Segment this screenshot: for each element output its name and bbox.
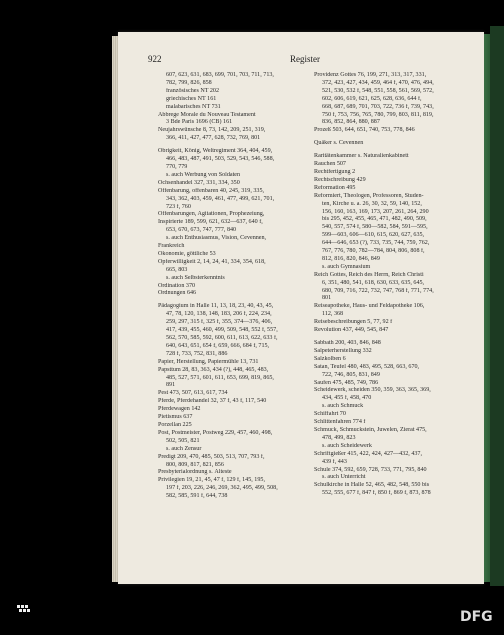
index-column-right: [314, 72, 482, 498]
index-entry: 607, 623, 631, 683, 699, 701, 703, 711, 713,: [166, 72, 274, 78]
index-entry: 722, 746, 805, 831, 849: [322, 371, 380, 378]
index-entry: Sabbath 200, 403, 846, 848: [314, 340, 381, 346]
index-entry: Inspirierte 189, 599, 621, 632—637, 640 f,: [158, 219, 263, 226]
index-entry: 800, 809, 817, 821, 856: [166, 461, 224, 468]
index-entry: französisches NT 202: [166, 87, 220, 94]
index-entry: Neujahrswünsche 8, 73, 142, 209, 251, 319,: [158, 127, 266, 134]
index-entry: 156, 160, 163, 169, 173, 207, 261, 264, 290: [322, 208, 429, 215]
index-entry: Rauchen 507: [314, 161, 346, 168]
index-entry: 782, 799, 826, 858: [166, 79, 212, 86]
index-entry: 521, 530, 532 f, 548, 551, 558, 561, 569, 572,: [322, 87, 434, 94]
index-entry: 197 f, 203, 226, 246, 269, 362, 495, 499, 508,: [166, 485, 278, 492]
index-entry: 812, 816, 820, 846, 849: [322, 255, 380, 262]
book-spine-green: [484, 34, 490, 582]
index-entry: 466, 483, 487, 491, 503, 529, 543, 546, 588,: [166, 156, 275, 163]
index-entry: Porzellan 225: [158, 421, 192, 428]
index-entry: s. auch Werbung von Soldaten: [166, 171, 241, 178]
index-entry: 417, 439, 455, 460, 499, 509, 548, 552 f, 557,: [166, 327, 278, 334]
index-entry: Schmuck, Schmuckstein, Juwelen, Zierat 475,: [314, 426, 427, 433]
index-entry: Revolution 437, 449, 545, 847: [314, 327, 389, 334]
index-entry: Prozeß 503, 644, 651, 740, 753, 778, 846: [314, 127, 415, 134]
index-entry: 582, 585, 591 f, 644, 738: [166, 493, 228, 500]
index-entry: s. auch Zensur: [166, 445, 202, 452]
index-entry: s. auch Gymnasium: [322, 263, 371, 270]
index-entry: 343, 362, 403, 459, 461, 477, 499, 621, 701,: [166, 195, 275, 202]
index-entry: Post, Postmeister, Postweg 229, 457, 460, 498,: [158, 429, 273, 436]
index-entry: Frankreich: [158, 243, 185, 250]
index-entry: Privilegien 19, 21, 45, 47 f, 129 f, 145, 195,: [158, 477, 265, 484]
index-entry: 552, 555, 677 f, 847 f, 850 f, 869 f, 873, 878: [322, 490, 431, 497]
index-entry: Reformation 495: [314, 184, 356, 191]
index-entry: bis 295, 452, 455, 465, 471, 482, 490, 509,: [322, 216, 427, 223]
index-entry: 562, 570, 585, 592, 600, 611, 613, 622, 633 f,: [166, 335, 278, 341]
index-entry: Offenbarung, offenbaren 40, 245, 319, 335,: [158, 187, 265, 194]
index-entry: 801: [322, 295, 332, 302]
index-entry: malabarisches NT 731: [166, 103, 221, 110]
index-entry: Reformiert, Theologen, Professoren, Studen-: [314, 192, 424, 199]
dfg-logo-mark-icon: [17, 605, 31, 615]
index-entry: 366, 411, 427, 477, 628, 732, 769, 801: [166, 135, 261, 142]
index-entry: 680, 709, 716, 722, 732, 747, 768 f, 771, 774,: [322, 287, 434, 294]
index-entry: 891: [166, 382, 176, 389]
index-entry: 599—603, 606—610, 615, 620, 627, 635,: [322, 232, 425, 239]
index-entry: 540, 557, 574 f, 580—582, 584, 591—595,: [322, 224, 428, 231]
index-entry: Offenbarungen, Agitationen, Prophezeiung,: [158, 211, 265, 218]
index-entry: Ochsenhandel 327, 331, 334, 350: [158, 179, 240, 186]
index-entry: 750 f, 753, 756, 765, 780, 799, 803, 811, 819,: [322, 111, 434, 118]
index-entry: Providenz Gottes 76, 199, 271, 313, 317, 331,: [314, 72, 427, 78]
index-entry: s. auch Unterricht: [322, 474, 366, 481]
index-entry: Reisebeschreibungen 5, 77, 92 f: [314, 319, 393, 326]
index-entry: Ökonomie, göttliche 53: [158, 250, 216, 257]
index-entry: 770, 779: [166, 163, 188, 170]
index-entry: Schiffahrt 70: [314, 411, 346, 418]
index-entry: 6, 351, 480, 541, 618, 630, 633, 635, 645,: [322, 279, 425, 286]
index-entry: 836, 852, 864, 880, 887: [322, 119, 380, 126]
index-entry: 602, 606, 619, 621, 625, 628, 636, 644 f,: [322, 95, 422, 102]
index-entry: Predigt 209, 470, 485, 503, 513, 707, 793 f,: [158, 453, 265, 460]
index-entry: Salpeterherstellung 332: [314, 347, 372, 354]
index-entry: Presbyterialordnung s. Älteste: [158, 469, 232, 476]
index-entry: 434, 455 f, 458, 470: [322, 395, 372, 402]
index-entry: 47, 78, 120, 138, 148, 183, 206 f, 224, 234,: [166, 311, 272, 318]
index-entry: Papsttum 28, 83, 363, 434 (?), 448, 465, 483,: [158, 366, 269, 373]
book-cover-edge: [490, 26, 504, 586]
running-title: Register: [290, 54, 320, 64]
index-entry: s. auch Schmuck: [322, 403, 364, 410]
index-entry: 478, 499, 823: [322, 434, 356, 441]
index-entry: s. auch Enthusiasmus, Vision, Cevennen,: [166, 235, 267, 242]
index-entry: Quäker s. Cevennen: [314, 140, 364, 147]
index-entry: Reich Gottes, Reich des Herrn, Reich Christi: [314, 271, 424, 278]
index-entry: Rechtfertigung 2: [314, 168, 356, 175]
index-entry: Schriftgießer 415, 422, 424, 427—432, 437,: [314, 450, 422, 457]
index-entry: 439 f, 443: [322, 458, 347, 465]
index-entry: Pädagogium in Halle 11, 13, 18, 23, 40, 43, 45,: [158, 303, 274, 310]
index-entry: 644—646, 653 (?), 733, 735, 744, 759, 762,: [322, 240, 430, 247]
index-entry: 767, 776, 780, 782—784, 804, 806, 808 f,: [322, 248, 425, 255]
index-entry: s. auch Selbsterkenntnis: [166, 274, 225, 281]
index-entry: 640, 643, 651, 654 f, 659, 666, 684 f, 715,: [166, 342, 270, 349]
index-entry: Ordination 370: [158, 282, 196, 289]
index-entry: Papier, Herstellung, Papiermühle 13, 731: [158, 358, 259, 365]
dfg-logo: [6, 605, 42, 631]
index-entry: s. auch Scheidewerk: [322, 442, 372, 449]
index-entry: Salzkolben 6: [314, 355, 346, 362]
index-entry: 485, 527, 571, 601, 611, 653, 699, 819, 865,: [166, 374, 274, 381]
index-entry: Pferdewagen 142: [158, 406, 201, 413]
index-entry: Schlittenfahren 774 f: [314, 419, 366, 426]
index-entry: Rechtschreibung 429: [314, 176, 366, 183]
index-entry: Scheidewerk, scheiden 350, 359, 363, 365, 369,: [314, 387, 431, 394]
index-entry: Reiseapotheke, Haus- und Feldapotheke 106,: [314, 303, 425, 310]
index-entry: Satan, Teufel 480, 483, 495, 528, 663, 670,: [314, 363, 420, 370]
page-header: [148, 54, 460, 68]
index-entry: 3 Bde Paris 1696 (CB) 161: [166, 119, 233, 126]
index-entry: ten, Kirche u. a. 26, 30, 32, 59, 140, 152,: [322, 200, 422, 207]
index-entry: 665, 803: [166, 266, 188, 273]
index-entry: 372, 423, 427, 434, 459, 464 f, 470, 476, 494,: [322, 79, 434, 86]
index-entry: 112, 368: [322, 311, 344, 318]
index-entry: 728 f, 733, 752, 831, 886: [166, 350, 228, 357]
index-entry: Obrigkeit, König, Weltregiment 364, 404, 459,: [158, 148, 273, 155]
index-entry: 668, 687, 689, 701, 703, 722, 736 f, 739, 743,: [322, 103, 434, 110]
index-entry: Opferwilligkeit 2, 14, 24, 41, 334, 354, 618,: [158, 258, 266, 265]
index-entry: Abbrege Morale du Nouveau Testament: [158, 111, 256, 118]
index-entry: Saufen 475, 485, 749, 786: [314, 379, 379, 386]
index-entry: Pest 473, 507, 613, 617, 734: [158, 390, 228, 397]
index-entry: 653, 670, 673, 747, 777, 840: [166, 227, 237, 234]
index-entry: Ordnungen 646: [158, 290, 197, 297]
index-entry: Raritätenkammer s. Naturalienkabinett: [314, 153, 409, 160]
index-entry: 723 f, 760: [166, 203, 191, 210]
page-number: 922: [148, 54, 162, 64]
index-entry: 502, 505, 821: [166, 437, 200, 444]
index-entry: Schulkirche in Halle 52, 465, 482, 548, 550 bis: [314, 482, 430, 489]
dfg-watermark: DFG: [460, 609, 493, 625]
index-entry: Schule 374, 592, 659, 728, 733, 771, 795, 840: [314, 466, 427, 473]
index-entry: 259, 297, 315 f, 325 f, 355, 374—376, 406,: [166, 319, 273, 326]
index-column-left: [158, 72, 318, 501]
index-entry: griechisches NT 161: [166, 95, 217, 102]
index-entry: Pietismus 637: [158, 414, 193, 421]
index-entry: Pferde, Pferdehandel 32, 37 f, 43 f, 117, 540: [158, 398, 267, 405]
